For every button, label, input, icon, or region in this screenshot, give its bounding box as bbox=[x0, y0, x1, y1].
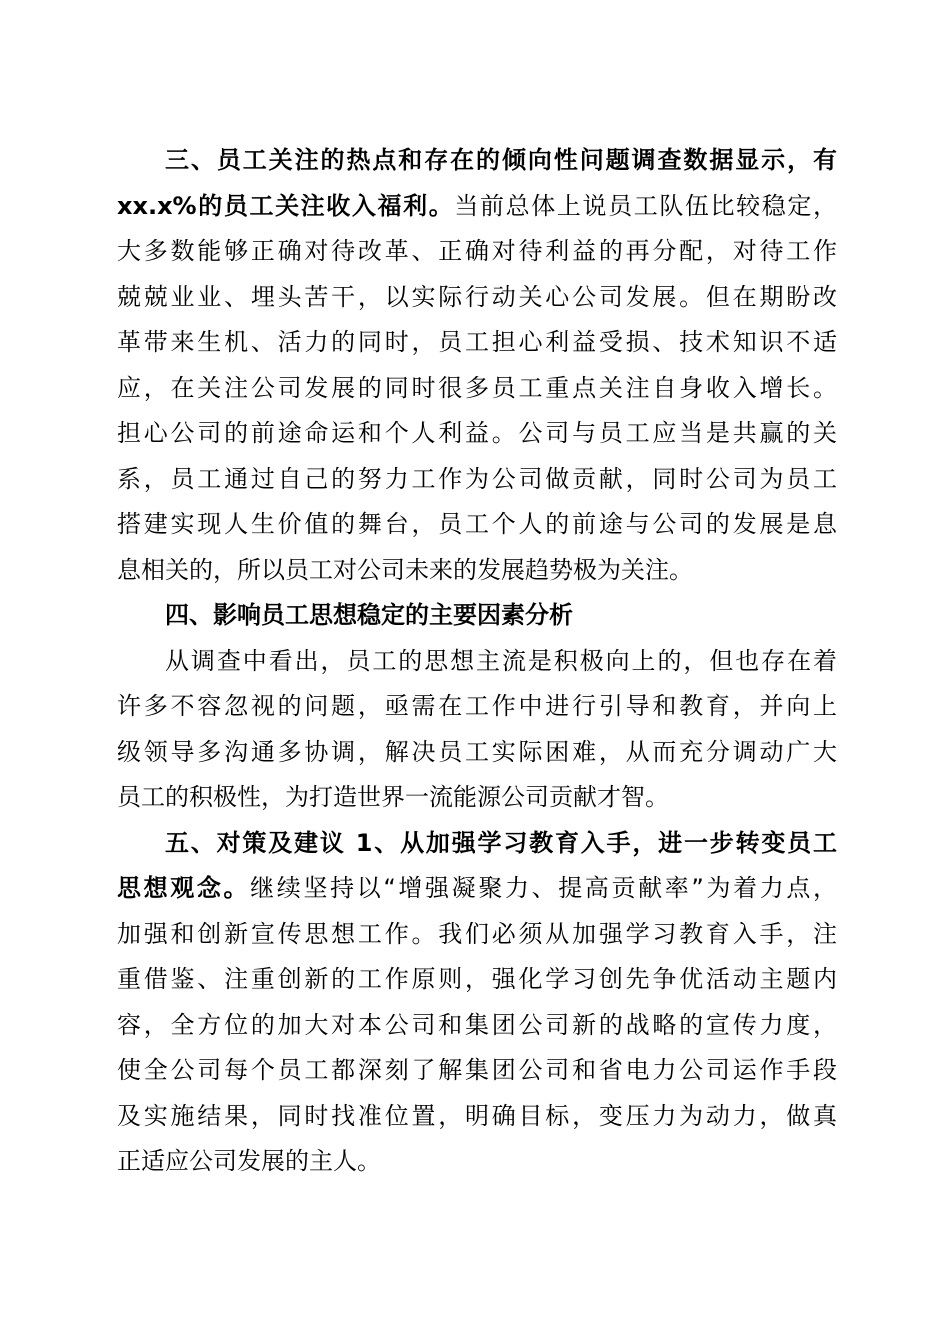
bold-text-segment: 三、员工关注的热点和存在的倾向性问题调查数据显示，有 bbox=[165, 146, 837, 174]
text-line bbox=[117, 275, 837, 321]
document-body bbox=[117, 138, 837, 1185]
text-line bbox=[117, 502, 837, 548]
text-segment: 级领导多沟通多协调，解决员工实际困难，从而充分调动广大 bbox=[117, 737, 837, 766]
text-line bbox=[117, 366, 837, 412]
text-line bbox=[117, 138, 837, 184]
text-line bbox=[117, 821, 837, 867]
text-line bbox=[117, 957, 837, 1003]
text-line bbox=[117, 639, 837, 685]
text-segment: 许多不容忽视的问题，亟需在工作中进行引导和教育，并向上 bbox=[117, 692, 837, 720]
text-line bbox=[117, 730, 837, 776]
text-line bbox=[117, 866, 837, 912]
text-segment: 系，员工通过自己的努力工作为公司做贡献，同时公司为员工 bbox=[117, 464, 837, 493]
text-line bbox=[117, 548, 837, 594]
text-segment: 员工的积极性，为打造世界一流能源公司贡献才智。 bbox=[117, 783, 669, 811]
text-segment: 兢兢业业、埋头苦干，以实际行动关心公司发展。但在期盼改 bbox=[117, 282, 837, 311]
bold-text-segment: 四、影响员工思想稳定的主要因素分析 bbox=[165, 601, 573, 629]
text-segment: 革带来生机、活力的同时，员工担心利益受损、技术知识不适 bbox=[117, 328, 837, 356]
text-segment: 重借鉴、注重创新的工作原则，强化学习创先争优活动主题内 bbox=[117, 965, 837, 993]
text-line bbox=[117, 775, 837, 821]
text-line bbox=[117, 1094, 837, 1140]
text-line bbox=[117, 457, 837, 503]
text-segment: 继续坚持以“增强凝聚力、提高贡献率”为着力点， bbox=[250, 874, 837, 902]
bold-text-segment: xx.x%的员工关注收入福利。 bbox=[117, 191, 455, 220]
text-line bbox=[117, 593, 837, 639]
text-segment: 大多数能够正确对待改革、正确对待利益的再分配，对待工作 bbox=[117, 237, 837, 265]
text-line bbox=[117, 184, 837, 230]
text-line bbox=[117, 411, 837, 457]
text-segment: 搭建实现人生价值的舞台，员工个人的前途与公司的发展是息 bbox=[117, 510, 837, 538]
text-segment: 及实施结果，同时找准位置，明确目标，变压力为动力，做真 bbox=[117, 1101, 837, 1130]
text-line bbox=[117, 1048, 837, 1094]
bold-text-segment: 思想观念。 bbox=[117, 874, 251, 902]
text-line bbox=[117, 229, 837, 275]
bold-text-segment: 五、对策及建议 1、从加强学习教育入手，进一步转变员工 bbox=[165, 828, 837, 857]
text-line bbox=[117, 1003, 837, 1049]
text-segment: 从调查中看出，员工的思想主流是积极向上的，但也存在着 bbox=[165, 646, 837, 675]
text-line bbox=[117, 1139, 837, 1185]
text-line bbox=[117, 320, 837, 366]
text-segment: 正适应公司发展的主人。 bbox=[117, 1147, 381, 1175]
text-line bbox=[117, 684, 837, 730]
text-segment: 加强和创新宣传思想工作。我们必须从加强学习教育入手，注 bbox=[117, 919, 837, 948]
text-line bbox=[117, 912, 837, 958]
text-segment: 息相关的，所以员工对公司未来的发展趋势极为关注。 bbox=[117, 555, 693, 584]
text-segment: 担心公司的前途命运和个人利益。公司与员工应当是共赢的关 bbox=[117, 419, 837, 447]
text-segment: 当前总体上说员工队伍比较稳定， bbox=[454, 191, 838, 220]
text-segment: 应，在关注公司发展的同时很多员工重点关注自身收入增长。 bbox=[117, 373, 837, 402]
text-segment: 容，全方位的加大对本公司和集团公司新的战略的宣传力度， bbox=[117, 1010, 837, 1039]
text-segment: 使全公司每个员工都深刻了解集团公司和省电力公司运作手段 bbox=[117, 1056, 837, 1084]
